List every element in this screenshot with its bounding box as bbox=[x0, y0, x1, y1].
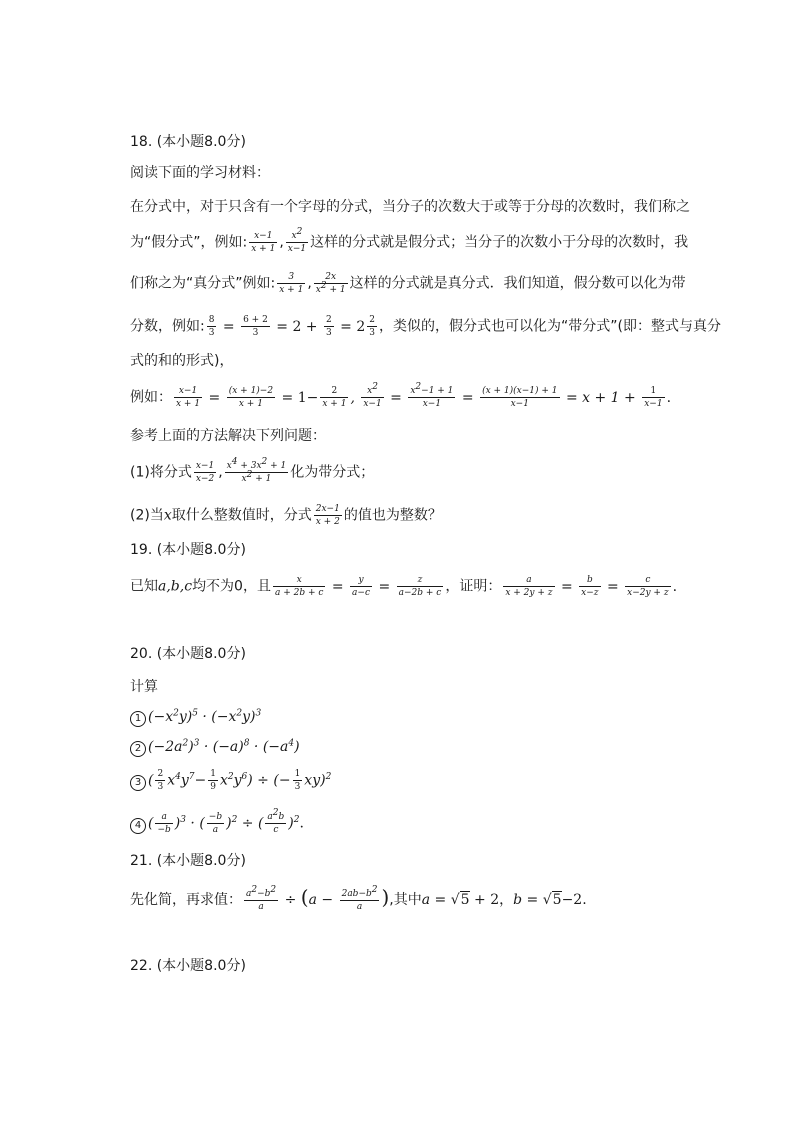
q19-header: 19. (本小题8.0分) bbox=[130, 542, 246, 558]
q20-item-1: 1 $(-x^2y)^5 \cdot (-x^2y)^3$ bbox=[130, 706, 261, 728]
q19-text-a: 已知 bbox=[130, 578, 158, 595]
q21-text-c: ， bbox=[499, 892, 514, 908]
variable-x: x bbox=[163, 507, 172, 524]
q18-p4-text-a: 分数，例如: bbox=[130, 318, 205, 335]
q18-paragraph-line-7: 参考上面的方法解决下列问题： bbox=[130, 428, 326, 444]
part2-fraction: $\frac{2x-1}{x + 2}$ bbox=[315, 504, 340, 527]
q18-paragraph-line-2: 为“假分式”，例如: $\frac{x-1}{x + 1}$ , $\frac{x2}{x-1}$ 这样的分式就是假分式；当分子的次数小于分母的次数时，我 bbox=[130, 227, 689, 254]
q21-expression: $\frac{a2-b2}{a}$ ÷ (a − $\frac{2ab-b2}{a}$ ) bbox=[246, 884, 390, 912]
q21-value-b: b = √5−2. bbox=[513, 892, 587, 908]
example-fraction-2: $\frac{x2}{x-1}$ bbox=[287, 227, 307, 254]
q19-condition: $\frac{x}{a + 2b + c}$ = $\frac{y}{a-c}$ = $\frac{z}{a-2b + c}$ bbox=[274, 575, 442, 598]
q18-p3-text-a: 们称之为“真分式”例如: bbox=[130, 275, 276, 292]
q20-header: 20. (本小题8.0分) bbox=[130, 646, 246, 662]
q18-example-line bbox=[130, 382, 672, 410]
q18-part-2 bbox=[130, 503, 442, 528]
q18-p3-text-b: 这样的分式就是真分式．我们知道，假分数可以化为带 bbox=[349, 275, 686, 292]
q20-item-2: 2 $(-2a^2)^3 \cdot (-a)^8 \cdot (-a^4)$ bbox=[130, 736, 300, 758]
q18-paragraph-line-1: 在分式中，对于只含有一个字母的分式，当分子的次数大于或等于分母的次数时，我们称之 bbox=[130, 199, 690, 215]
band-fraction-example: $\frac{x-1}{x + 1}$ = $\frac{(x + 1)-2}{x + 1}$ = 1− $\frac{2}{x + 1}$ , $\frac{x2}{x-1}$ = $\frac{x2-1 + 1}{x-1}$ = $\frac{(x + 1)(x-1) + 1}{x-1}$ = x + 1 + $\frac{1}{x-1}$ . bbox=[176, 382, 672, 409]
q18-p2-text-a: 为“假分式”，例如: bbox=[130, 234, 248, 251]
q18-header: 18. (本小题8.0分) bbox=[130, 134, 246, 150]
example-fraction-1: $\frac{x-1}{x + 1}$ bbox=[251, 231, 276, 254]
q18-p4-text-b: ，类似的，假分式也可以化为“带分式”(即：整式与真分 bbox=[379, 318, 721, 335]
q18-p8-text-b: 化为带分式； bbox=[290, 464, 375, 481]
q21-header: 21. (本小题8.0分) bbox=[130, 853, 246, 869]
example-fraction-4: $\frac{2x}{x2 + 1}$ bbox=[315, 272, 346, 295]
q21-value-a: a = √5 + 2 bbox=[421, 892, 500, 908]
q18-p8-text-a: (1)将分式 bbox=[130, 464, 192, 481]
q19-variables: a,b,c bbox=[158, 578, 193, 595]
example-fraction-3: $\frac{3}{x + 1}$ bbox=[279, 272, 304, 295]
q18-part-1: (1)将分式 $\frac{x-1}{x-2}$ , $\frac{x4 + 3x2 + 1}{x2 + 1}$ 化为带分式； bbox=[130, 457, 375, 484]
q19-statement bbox=[130, 574, 677, 599]
q21-statement bbox=[130, 886, 587, 913]
q19-goal: $\frac{a}{x + 2y + z}$ = $\frac{b}{x-z}$ = $\frac{c}{x-2y + z}$ . bbox=[505, 575, 678, 598]
q18-p6-text-a: 例如： bbox=[130, 389, 172, 406]
q19-text-b: 均不为0，且 bbox=[192, 578, 271, 595]
q18-paragraph-line-4 bbox=[130, 314, 721, 339]
q19-text-c: ，证明： bbox=[445, 578, 502, 595]
q20-item-4: 4 ( $\frac{a}{-b}$ )$^3$ · ( $\frac{-b}{a}$ )$^2$ ÷ ( $\frac{a2b}{c}$ )$^2$. bbox=[130, 811, 304, 836]
q18-p2-text-b: 这样的分式就是假分式；当分子的次数小于分母的次数时，我 bbox=[310, 234, 689, 251]
q18-paragraph-line-5: 式的和的形式)， bbox=[130, 353, 234, 369]
q21-text-a: 先化简，再求值： bbox=[130, 892, 242, 908]
part1-fraction-2: $\frac{x4 + 3x2 + 1}{x2 + 1}$ bbox=[226, 457, 287, 484]
q21-text-b: ,其中 bbox=[389, 892, 422, 908]
q18-p9-text-b: 取什么整数值时，分式 bbox=[171, 507, 312, 524]
q20-item-3: 3 ( $\frac{2}{3}$ $x^4y^7-$ $\frac{1}{9}$ $x^2y^6$) ÷ (− $\frac{1}{3}$ xy)$^2$ bbox=[130, 768, 331, 793]
q22-header: 22. (本小题8.0分) bbox=[130, 958, 246, 974]
q18-p9-text-c: 的值也为整数？ bbox=[343, 507, 442, 524]
part1-fraction-1: $\frac{x-1}{x-2}$ bbox=[195, 461, 215, 484]
q18-intro: 阅读下面的学习材料： bbox=[130, 165, 270, 181]
q20-title: 计算 bbox=[130, 679, 158, 695]
mixed-number-example: $\frac{8}{3}$ = $\frac{6 + 2}{3}$ = 2 + $\frac{2}{3}$ = 2 $\frac{2}{3}$ bbox=[208, 315, 375, 338]
q18-p9-text-a: (2)当 bbox=[130, 507, 164, 524]
q18-paragraph-line-3: 们称之为“真分式”例如: $\frac{3}{x + 1}$ , $\frac{2x}{x2 + 1}$ 这样的分式就是真分式．我们知道，假分数可以化为带 bbox=[130, 272, 686, 295]
